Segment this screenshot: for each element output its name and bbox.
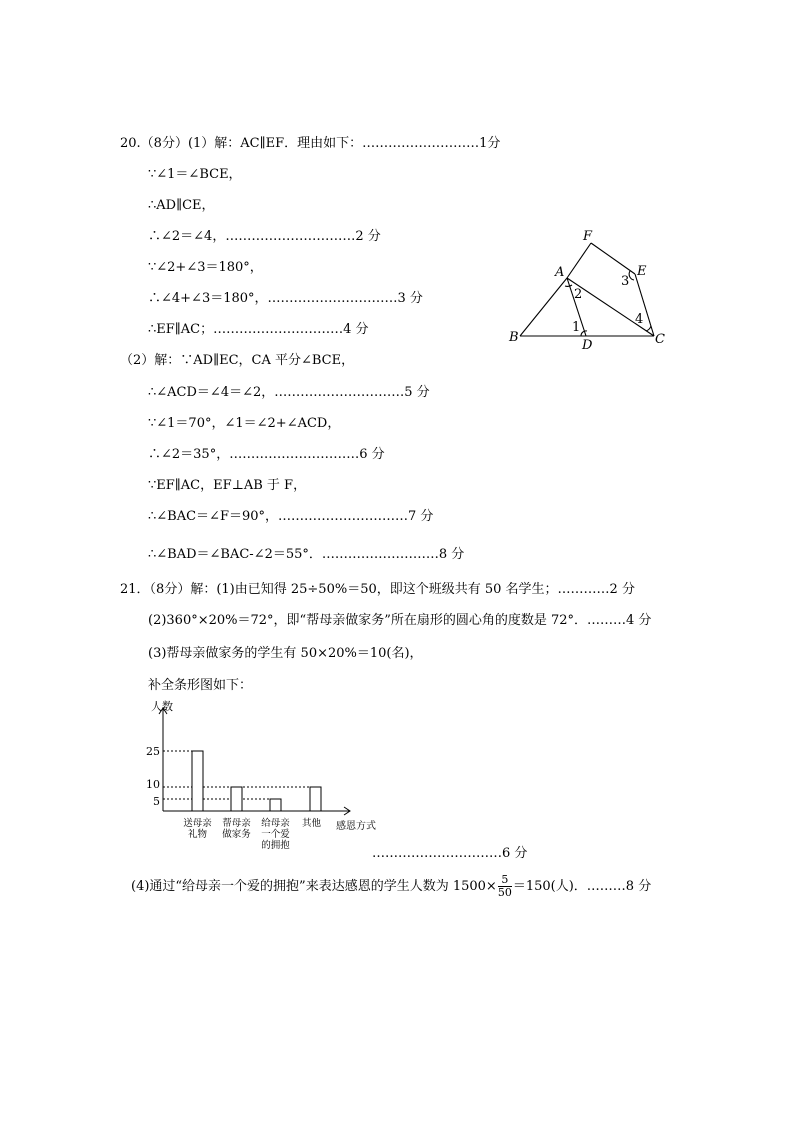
q20-line-4: ∴∠2＝∠4，…………………………2 分 [148, 229, 381, 244]
fraction-denominator: 50 [497, 886, 512, 899]
q21-line-5-prefix: (4)通过“给母亲一个爱的拥抱”来表达感恩的学生人数为 1500× [131, 879, 497, 894]
q20-line-3: ∴AD∥CE， [148, 198, 215, 213]
category-label-1-2: 礼物 [187, 829, 208, 840]
label-angle-3: 3 [621, 274, 630, 289]
category-label-1-1: 送母亲 [183, 818, 212, 829]
q20-line-7: ∴EF∥AC；…………………………4 分 [148, 322, 369, 337]
category-label-2-1: 帮母亲 [222, 818, 251, 829]
q21-line-2: (2)360°×20%＝72°，即“帮母亲做家务”所在扇形的圆心角的度数是 72°．………4 分 [148, 613, 652, 628]
label-b: B [509, 330, 519, 345]
q20-line-9: ∴∠ACD＝∠4＝∠2，…………………………5 分 [148, 385, 430, 400]
q21-line-1: 21．（8分）解：(1)由已知得 25÷50%＝50，即这个班级共有 50 名学生；…………2 分 [120, 582, 635, 597]
geometry-figure [505, 225, 675, 355]
y-tick-25: 25 [146, 745, 160, 758]
label-angle-4: 4 [635, 312, 644, 327]
category-label-2-2: 做家务 [222, 829, 251, 840]
q21-line-3: (3)帮母亲做家务的学生有 50×20%＝10(名)， [148, 646, 423, 661]
q20-line-6: ∴∠4+∠3＝180°，…………………………3 分 [148, 291, 423, 306]
category-label-3-2: 一个爱 [261, 829, 290, 840]
bar-1 [192, 751, 203, 811]
q20-line-1: 20.（8分）(1）解：AC∥EF．理由如下：………………………1分 [120, 136, 501, 151]
q20-line-10: ∵∠1＝70°，∠1＝∠2+∠ACD， [148, 416, 341, 431]
fraction-numerator: 5 [498, 874, 512, 887]
q21-line-4: 补全条形图如下： [148, 678, 253, 693]
q20-line-14: ∴∠BAD＝∠BAC-∠2＝55°．………………………8 分 [148, 547, 465, 562]
q20-line-5: ∵∠2+∠3＝180°， [148, 260, 263, 275]
q21-line-5 [131, 874, 651, 899]
bar-4 [310, 787, 321, 811]
bar-2 [231, 787, 242, 811]
q20-line-2: ∵∠1＝∠BCE， [148, 167, 242, 182]
category-label-4-1: 其他 [301, 818, 322, 829]
bar-chart [140, 700, 380, 860]
angle-2-arc [565, 285, 572, 286]
label-c: C [655, 332, 665, 347]
angle-4-arc [646, 326, 651, 331]
y-tick-10: 10 [146, 778, 160, 791]
segment-af [567, 243, 591, 278]
q20-line-11: ∴∠2＝35°，…………………………6 分 [148, 447, 385, 462]
q21-line-5-suffix: ＝150(人)．………8 分 [512, 879, 652, 894]
label-d: D [582, 338, 593, 353]
y-tick-5: 5 [153, 795, 160, 808]
segment-fe [591, 243, 635, 274]
label-angle-1: 1 [572, 320, 581, 335]
category-label-3-1: 给母亲 [261, 818, 290, 829]
label-f: F [583, 229, 593, 244]
q20-line-12: ∵EF∥AC，EF⊥AB 于 F， [148, 478, 307, 493]
label-e: E [637, 264, 647, 279]
chart-score: …………………………6 分 [372, 846, 528, 861]
label-a: A [555, 265, 565, 280]
q20-line-8: （2）解：∵AD∥EC，CA 平分∠BCE， [120, 353, 355, 368]
bar-3 [270, 799, 281, 811]
segment-ab [520, 278, 567, 336]
fraction [498, 874, 512, 899]
y-axis-label: 人数 [151, 700, 173, 713]
x-axis-label: 感恩方式 [336, 821, 376, 832]
q20-line-13: ∴∠BAC＝∠F＝90°，…………………………7 分 [148, 509, 434, 524]
category-label-3-3: 的拥抱 [261, 840, 290, 851]
label-angle-2: 2 [574, 287, 583, 302]
